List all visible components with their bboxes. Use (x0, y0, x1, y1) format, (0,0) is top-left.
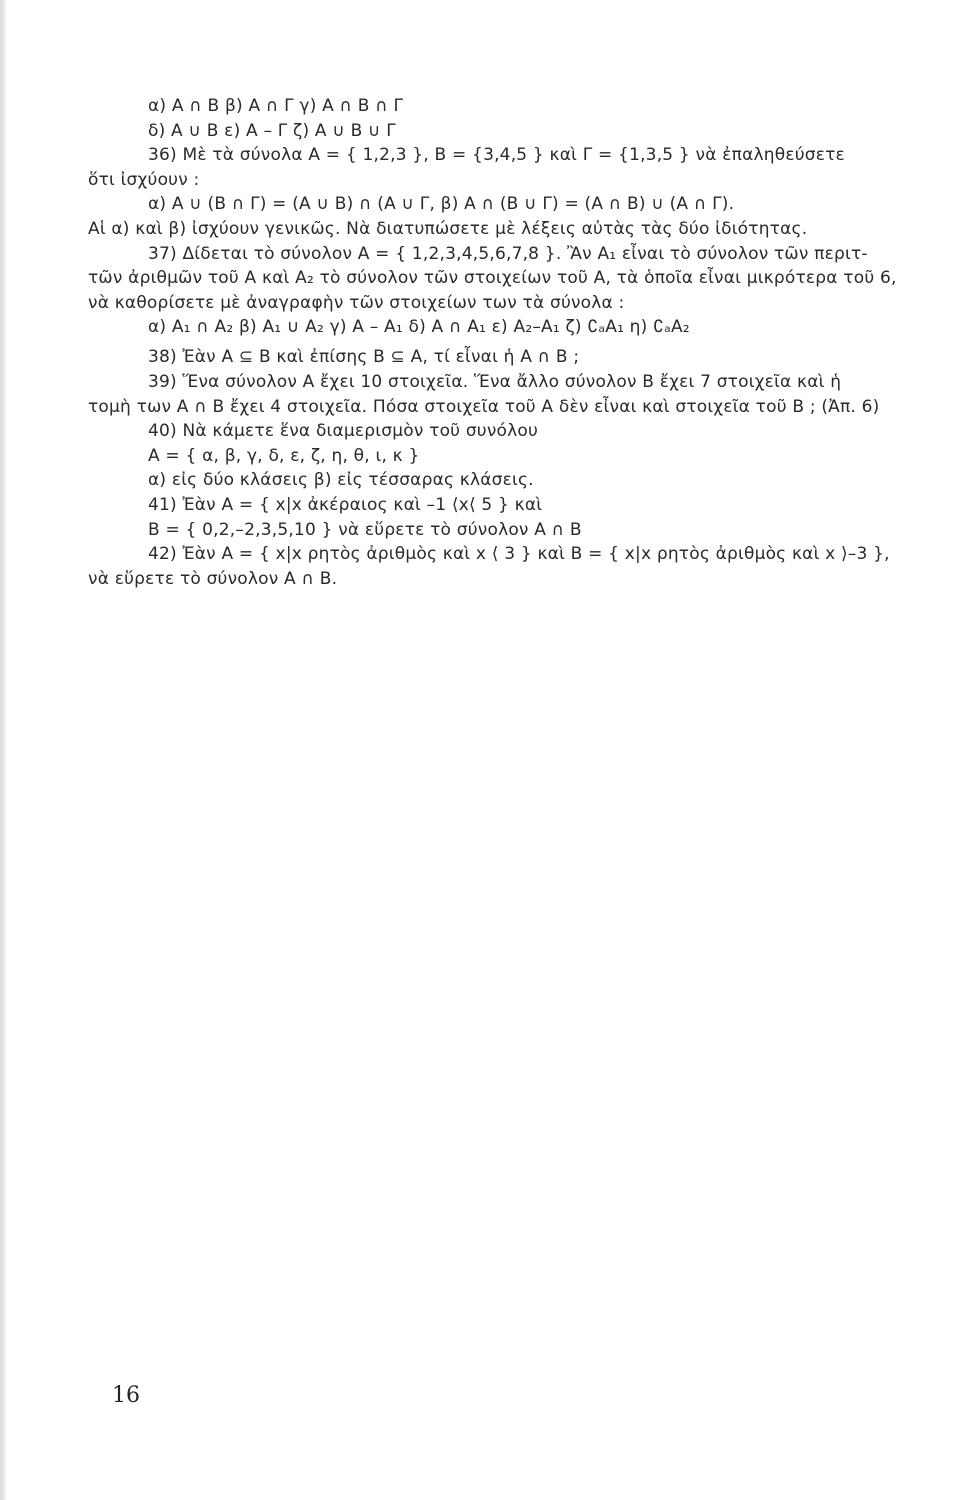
text-line: Α = { α, β, γ, δ, ε, ζ, η, θ, ι, κ } (148, 445, 420, 466)
text-line: ὅτι ἰσχύουν : (88, 169, 200, 190)
document-text (88, 94, 940, 591)
text-line: 37) Δίδεται τὸ σύνολον Α = { 1,2,3,4,5,6,7,8 }. Ἂν Α₁ εἶναι τὸ σύνολον τῶν περιτ- (148, 243, 868, 264)
text-line: 39) Ἕνα σύνολον Α ἔχει 10 στοιχεῖα. Ἕνα ἄλλο σύνολον Β ἔχει 7 στοιχεῖα καὶ ἡ (148, 371, 842, 392)
page-number: 16 (112, 1383, 140, 1408)
text-line: α) Α ∩ Β β) Α ∩ Γ γ) Α ∩ Β ∩ Γ (148, 96, 404, 116)
text-line: δ) Α ∪ Β ε) Α – Γ ζ) Α ∪ Β ∪ Γ (148, 120, 396, 141)
text-line: νὰ εὕρετε τὸ σύνολον Α ∩ Β. (88, 568, 338, 589)
text-line: νὰ καθορίσετε μὲ ἀναγραφὴν τῶν στοιχείων των τὰ σύνολα : (88, 292, 625, 313)
text-line: 36) Μὲ τὰ σύνολα Α = { 1,2,3 }, Β = {3,4,5 } καὶ Γ = {1,3,5 } νὰ ἐπαληθεύσετε (148, 145, 845, 166)
text-line: α) εἰς δύο κλάσεις β) εἰς τέσσαρας κλάσεις. (148, 470, 534, 491)
text-line: 41) Ἐὰν Α = { x|x ἀκέραιος καὶ –1 ⟨x⟨ 5 } καὶ (148, 494, 543, 515)
text-line: τομὴ των Α ∩ Β ἔχει 4 στοιχεῖα. Πόσα στοιχεῖα τοῦ Α δὲν εἶναι καὶ στοιχεῖα τοῦ Β ; (Ἀπ. 6) (88, 396, 880, 417)
text-line: τῶν ἀριθμῶν τοῦ Α καὶ Α₂ τὸ σύνολον τῶν στοιχείων τοῦ Α, τὰ ὁποῖα εἶναι μικρότερα τοῦ 6, (88, 268, 897, 289)
text-line: Β = { 0,2,–2,3,5,10 } νὰ εὕρετε τὸ σύνολον Α ∩ Β (148, 519, 582, 540)
text-line: α) Α₁ ∩ Α₂ β) Α₁ ∪ Α₂ γ) Α – Α₁ δ) Α ∩ Α₁ ε) Α₂–Α₁ ζ) ∁ₐΑ₁ η) ∁ₐΑ₂ (148, 317, 690, 338)
text-line: 42) Ἐὰν Α = { x|x ρητὸς ἀριθμὸς καὶ x ⟨ 3 } καὶ Β = { x|x ρητὸς ἀριθμὸς καὶ x ⟩–3 }, (148, 544, 890, 565)
text-line: Αἱ α) καὶ β) ἰσχύουν γενικῶς. Νὰ διατυπώσετε μὲ λέξεις αὐτὰς τὰς δύο ἰδιότητας. (88, 218, 808, 239)
page-edge (0, 0, 6, 1500)
text-line: 38) Ἐὰν Α ⊆ Β καὶ ἐπίσης Β ⊆ Α, τί εἶναι ἡ Α ∩ Β ; (148, 347, 580, 368)
text-line: α) Α ∪ (Β ∩ Γ) = (Α ∪ Β) ∩ (Α ∪ Γ, β) Α ∩ (Β ∪ Γ) = (Α ∩ Β) ∪ (Α ∩ Γ). (148, 194, 735, 215)
text-line: 40) Νὰ κάμετε ἕνα διαμερισμὸν τοῦ συνόλου (148, 421, 539, 442)
